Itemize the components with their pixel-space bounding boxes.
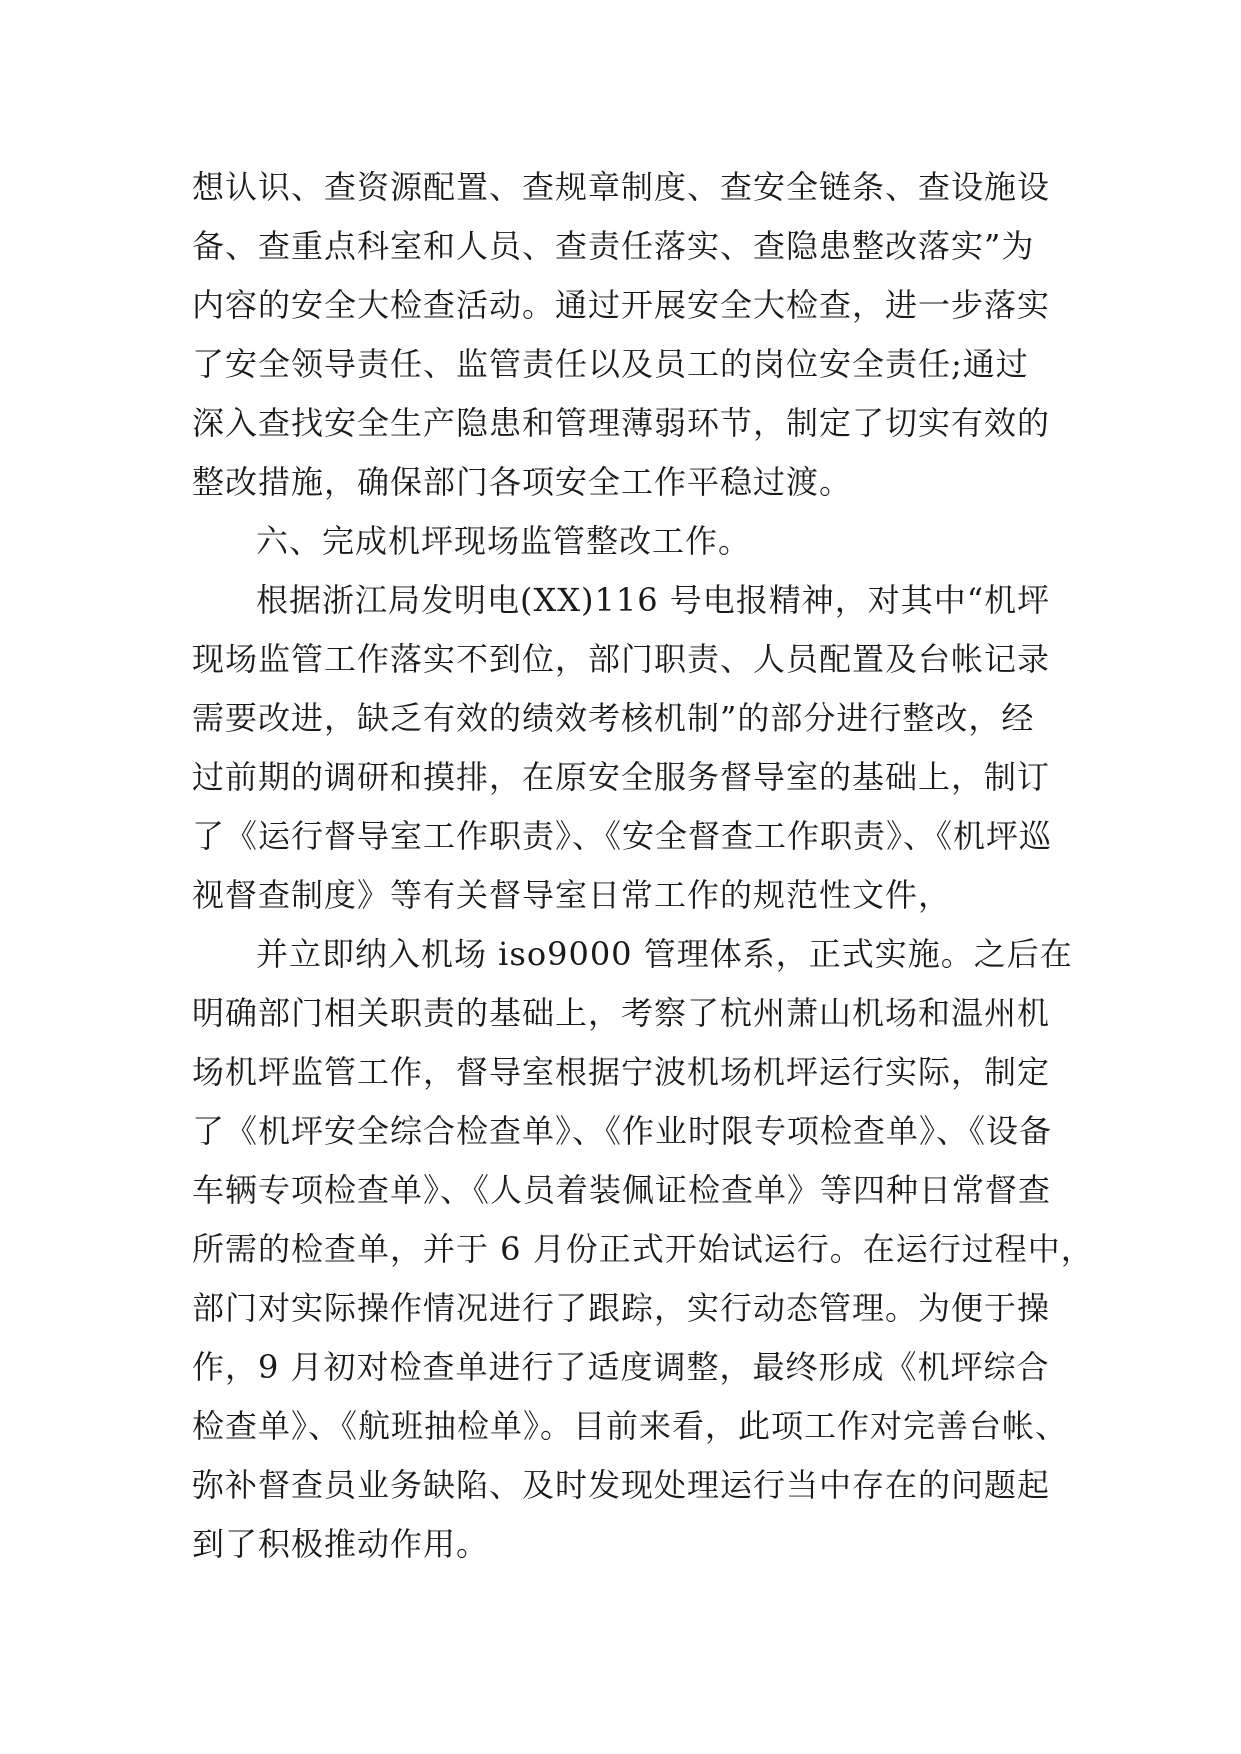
text-line: 现场监管工作落实不到位，部门职责、人员配置及台帐记录 (192, 640, 1051, 678)
text-line: 部门对实际操作情况进行了跟踪，实行动态管理。为便于操 (192, 1289, 1051, 1327)
text-line: 了《机坪安全综合检查单》、《作业时限专项检查单》、《设备 (192, 1112, 1053, 1150)
text-line: 过前期的调研和摸排，在原安全服务督导室的基础上，制订 (192, 758, 1051, 796)
text-line: 到了积极推动作用。 (192, 1525, 490, 1563)
text-line: 根据浙江局发明电(XX)116 号电报精神，对其中“机坪 (256, 581, 1051, 619)
text-line: 视督查制度》等有关督导室日常工作的规范性文件， (192, 876, 952, 914)
text-line: 需要改进，缺乏有效的绩效考核机制”的部分进行整改，经 (192, 699, 1035, 737)
text-line: 场机坪监管工作，督导室根据宁波机场机坪运行实际，制定 (192, 1053, 1051, 1091)
text-line: 作，9 月初对检查单进行了适度调整，最终形成《机坪综合 (192, 1348, 1050, 1386)
text-line: 备、查重点科室和人员、查责任落实、查隐患整改落实”为 (192, 227, 1035, 265)
text-line: 了安全领导责任、监管责任以及员工的岗位安全责任;通过 (192, 345, 1029, 383)
text-line: 并立即纳入机场 iso9000 管理体系，正式实施。之后在 (256, 935, 1073, 973)
body-text (192, 158, 1094, 1574)
text-line: 想认识、查资源配置、查规章制度、查安全链条、查设施设 (192, 168, 1051, 206)
text-line: 明确部门相关职责的基础上，考察了杭州萧山机场和温州机 (192, 994, 1051, 1032)
text-line: 所需的检查单，并于 6 月份正式开始试运行。在运行过程中， (192, 1230, 1094, 1268)
text-line: 整改措施，确保部门各项安全工作平稳过渡。 (192, 463, 853, 501)
text-line: 深入查找安全生产隐患和管理薄弱环节，制定了切实有效的 (192, 404, 1051, 442)
text-line: 内容的安全大检查活动。通过开展安全大检查，进一步落实 (192, 286, 1051, 324)
text-line: 六、完成机坪现场监管整改工作。 (256, 522, 752, 560)
text-line: 了《运行督导室工作职责》、《安全督查工作职责》、《机坪巡 (192, 817, 1053, 855)
text-line: 弥补督查员业务缺陷、及时发现处理运行当中存在的问题起 (192, 1466, 1051, 1504)
text-line: 车辆专项检查单》、《人员着装佩证检查单》等四种日常督查 (192, 1171, 1052, 1209)
text-line: 检查单》、《航班抽检单》。目前来看，此项工作对完善台帐、 (192, 1407, 1069, 1445)
